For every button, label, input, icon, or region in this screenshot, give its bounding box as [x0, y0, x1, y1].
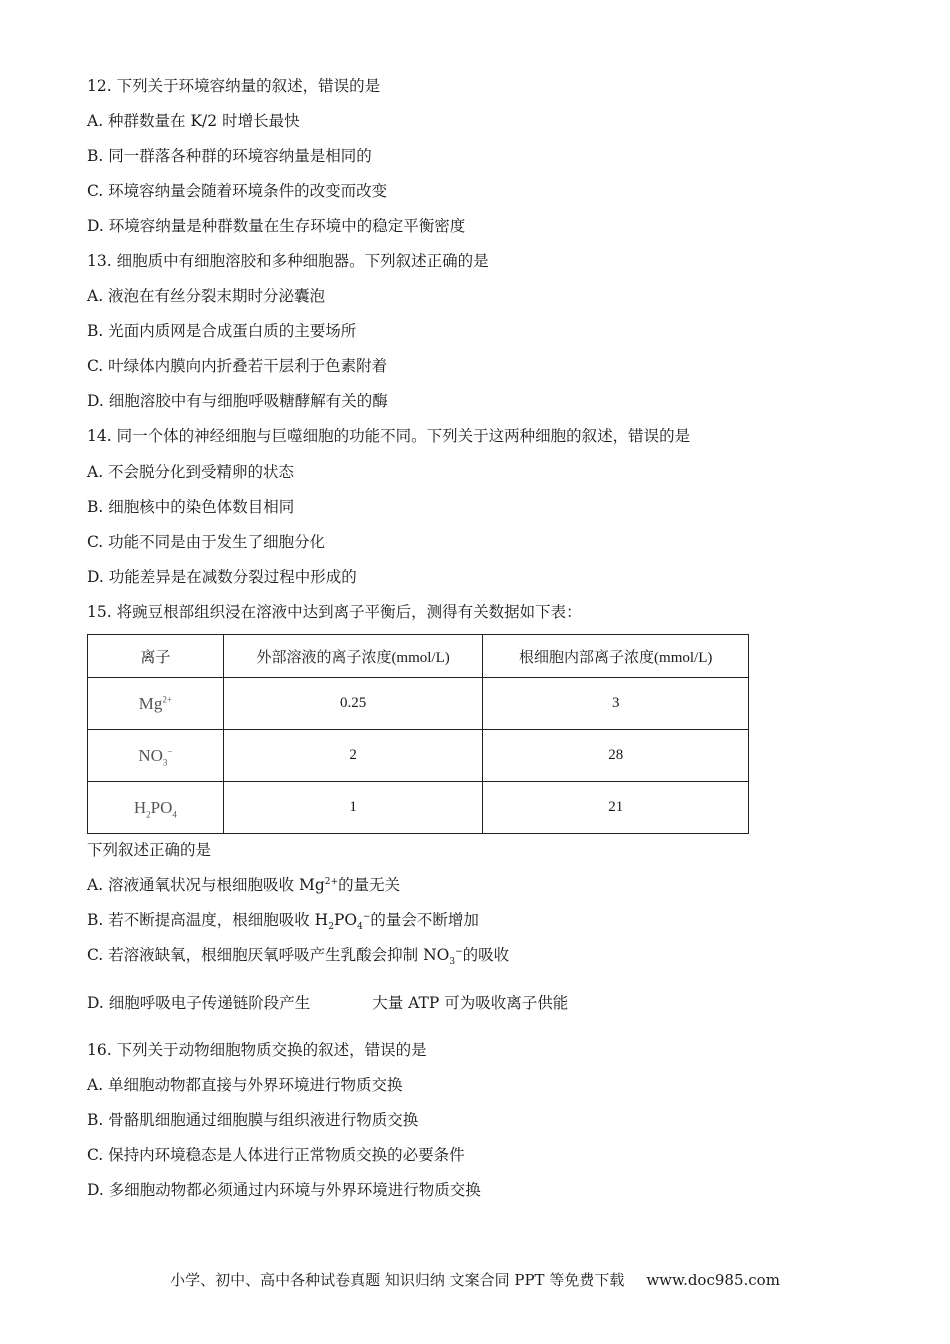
footer-url[interactable]: www.doc985.com [646, 1271, 780, 1289]
outside-value: 0.25 [223, 678, 483, 730]
table-header-inside: 根细胞内部离子浓度(mmol/L) [483, 635, 749, 678]
q16-option-d: D. 多细胞动物都必须通过内环境与外界环境进行物质交换 [87, 1181, 481, 1199]
table-row [88, 730, 749, 782]
outside-value: 2 [223, 730, 483, 782]
page-footer [0, 1269, 950, 1290]
table-header-ion: 离子 [88, 635, 224, 678]
q14-stem: 14. 同一个体的神经细胞与巨噬细胞的功能不同。下列关于这两种细胞的叙述，错误的是 [87, 427, 691, 445]
q16-stem: 16. 下列关于动物细胞物质交换的叙述，错误的是 [87, 1041, 427, 1059]
q14-option-a: A. 不会脱分化到受精卵的状态 [87, 463, 295, 481]
q12-option-d: D. 环境容纳量是种群数量在生存环境中的稳定平衡密度 [87, 217, 466, 235]
table-row [88, 678, 749, 730]
q12-option-c: C. 环境容纳量会随着环境条件的改变而改变 [87, 182, 388, 200]
q14-option-d: D. 功能差异是在减数分裂过程中形成的 [87, 568, 357, 586]
q16-option-c: C. 保持内环境稳态是人体进行正常物质交换的必要条件 [87, 1146, 465, 1164]
q16-option-a: A. 单细胞动物都直接与外界环境进行物质交换 [87, 1076, 403, 1094]
q13-option-d: D. 细胞溶胶中有与细胞呼吸糖酵解有关的酶 [87, 392, 388, 410]
q12-option-b: B. 同一群落各种群的环境容纳量是相同的 [87, 147, 372, 165]
q14-option-b: B. 细胞核中的染色体数目相同 [87, 498, 295, 516]
q15-lead: 下列叙述正确的是 [87, 841, 212, 859]
footer-text: 小学、初中、高中各种试卷真题 知识归纳 文案合同 PPT 等免费下载 [170, 1271, 625, 1289]
q13-option-b: B. 光面内质网是合成蛋白质的主要场所 [87, 322, 357, 340]
ion-cell-h2po4: $H_2PO_4$ [88, 782, 224, 834]
q12-option-a: A. 种群数量在 K/2 时增长最快 [87, 112, 300, 130]
ion-concentration-table [87, 634, 749, 834]
ion-cell-mg: $Mg^{2+}$ [88, 678, 224, 730]
q15-option-d: D. 细胞呼吸电子传递链阶段产生 大量 ATP 可为吸收离子供能 [87, 994, 569, 1012]
q15-option-b: B. 若不断提高温度，根细胞吸收 $H_2PO_4^-$的量会不断增加 [87, 911, 479, 933]
q15-option-c: C. 若溶液缺氧，根细胞厌氧呼吸产生乳酸会抑制 $NO_3^-$的吸收 [87, 946, 510, 968]
outside-value: 1 [223, 782, 483, 834]
q13-stem: 13. 细胞质中有细胞溶胶和多种细胞器。下列叙述正确的是 [87, 252, 489, 270]
inside-value: 3 [483, 678, 749, 730]
table-row [88, 782, 749, 834]
table-header-row [88, 635, 749, 678]
table-header-outside: 外部溶液的离子浓度(mmol/L) [223, 635, 483, 678]
inside-value: 28 [483, 730, 749, 782]
q15-stem: 15. 将豌豆根部组织浸在溶液中达到离子平衡后，测得有关数据如下表： [87, 603, 582, 621]
inside-value: 21 [483, 782, 749, 834]
q14-option-c: C. 功能不同是由于发生了细胞分化 [87, 533, 326, 551]
ion-cell-no3: $NO_3^-$ [88, 730, 224, 782]
q16-option-b: B. 骨骼肌细胞通过细胞膜与组织液进行物质交换 [87, 1111, 419, 1129]
q13-option-c: C. 叶绿体内膜向内折叠若干层利于色素附着 [87, 357, 388, 375]
q12-stem: 12. 下列关于环境容纳量的叙述，错误的是 [87, 77, 381, 95]
q15-option-a: A. 溶液通氧状况与根细胞吸收 $Mg^{2+}$的量无关 [87, 876, 401, 894]
q13-option-a: A. 液泡在有丝分裂末期时分泌囊泡 [87, 287, 326, 305]
